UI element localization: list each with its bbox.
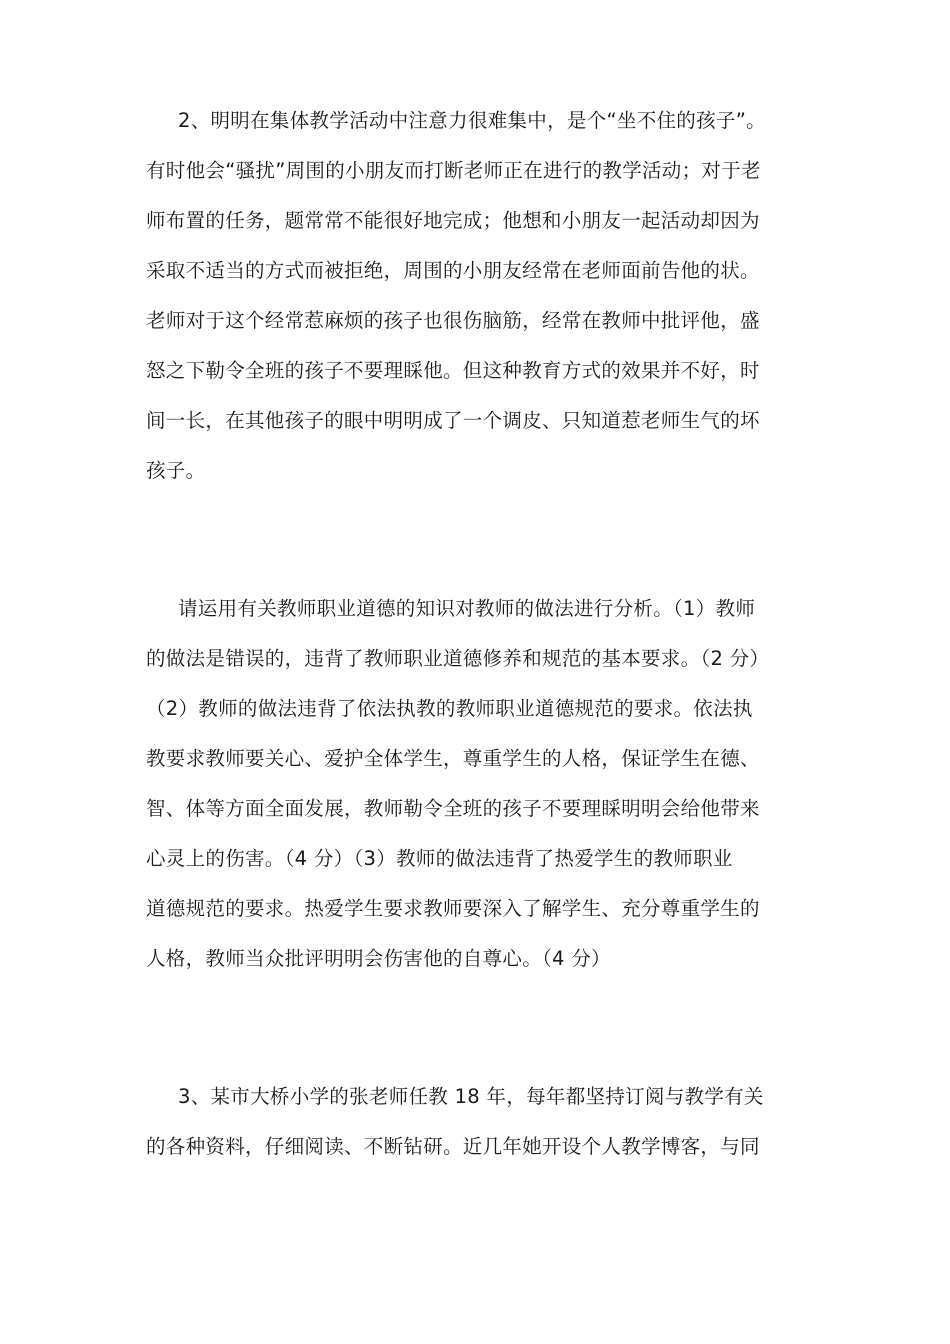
text-line: 3、某市大桥小学的张老师任教 18 年，每年都坚持订阅与教学有关 bbox=[178, 1085, 764, 1108]
text-line: 教要求教师要关心、爱护全体学生，尊重学生的人格，保证学生在德、 bbox=[146, 747, 760, 770]
text-line: 老师对于这个经常惹麻烦的孩子也很伤脑筋，经常在教师中批评他，盛 bbox=[146, 309, 760, 332]
text-line: 请运用有关教师职业道德的知识对教师的做法进行分析。（1）教师 bbox=[178, 597, 756, 620]
text-line: 有时他会“骚扰”周围的小朋友而打断老师正在进行的教学活动；对于老 bbox=[146, 159, 761, 182]
text-line: 的各种资料，仔细阅读、不断钻研。近几年她开设个人教学博客，与同 bbox=[146, 1135, 760, 1158]
text-line: （2）教师的做法违背了依法执教的教师职业道德规范的要求。依法执 bbox=[146, 697, 753, 720]
text-line: 怒之下勒令全班的孩子不要理睬他。但这种教育方式的效果并不好，时 bbox=[146, 359, 760, 382]
text-line: 道德规范的要求。热爱学生要求教师要深入了解学生、充分尊重学生的 bbox=[146, 897, 760, 920]
text-line: 采取不适当的方式而被拒绝，周围的小朋友经常在老师面前告他的状。 bbox=[146, 259, 760, 282]
text-line: 人格，教师当众批评明明会伤害他的自尊心。（4 分） bbox=[146, 947, 611, 970]
text-line: 的做法是错误的，违背了教师职业道德修养和规范的基本要求。（2 分） bbox=[146, 647, 770, 670]
text-line: 师布置的任务，题常常不能很好地完成；他想和小朋友一起活动却因为 bbox=[146, 209, 760, 232]
text-line: 间一长，在其他孩子的眼中明明成了一个调皮、只知道惹老师生气的坏 bbox=[146, 409, 760, 432]
text-line: 孩子。 bbox=[146, 459, 206, 482]
text-line: 智、体等方面全面发展，教师勒令全班的孩子不要理睬明明会给他带来 bbox=[146, 797, 760, 820]
text-line: 心灵上的伤害。（4 分）（3）教师的做法违背了热爱学生的教师职业 bbox=[146, 847, 733, 870]
text-line: 2、明明在集体教学活动中注意力很难集中，是个“坐不住的孩子”。 bbox=[178, 109, 766, 132]
